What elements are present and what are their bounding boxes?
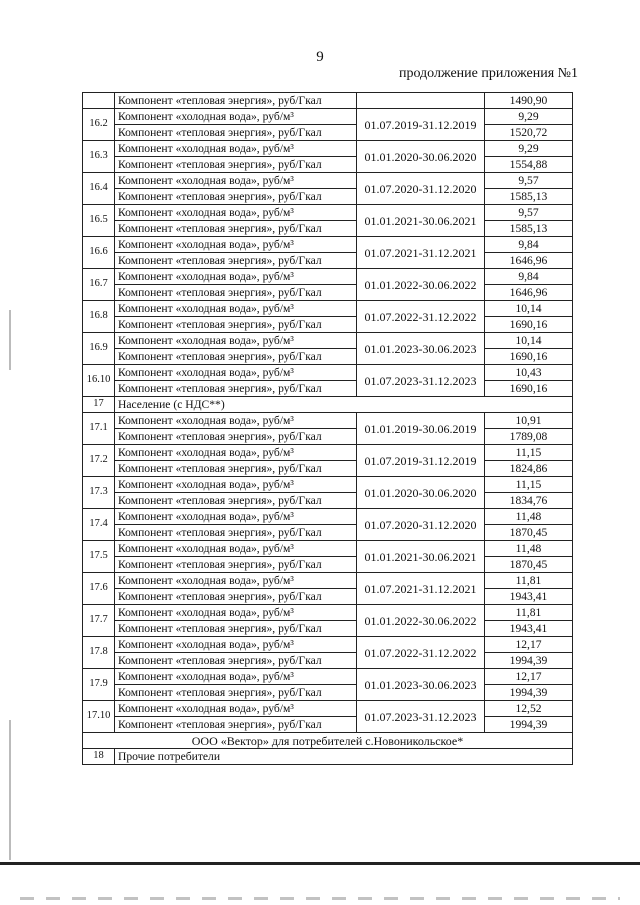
section-label: Население (с НДС**) [115, 397, 573, 413]
component-name: Компонент «тепловая энергия», руб/Гкал [115, 685, 357, 701]
page-number: 9 [316, 49, 324, 65]
section-label: Прочие потребители [115, 749, 573, 765]
row-number: 16.8 [83, 301, 115, 333]
component-name: Компонент «холодная вода», руб/м³ [115, 477, 357, 493]
table-row [83, 541, 573, 557]
table-row [83, 445, 573, 461]
section-row [83, 397, 573, 413]
table-row [83, 253, 573, 269]
section-number: 17 [83, 397, 115, 413]
table-row [83, 333, 573, 349]
table-row [83, 477, 573, 493]
table-row [83, 173, 573, 189]
component-name: Компонент «холодная вода», руб/м³ [115, 333, 357, 349]
tariff-value: 1824,86 [485, 461, 573, 477]
table-row [83, 157, 573, 173]
tariff-value: 10,91 [485, 413, 573, 429]
row-number: 16.2 [83, 109, 115, 141]
tariff-value: 1520,72 [485, 125, 573, 141]
banner-row [83, 733, 573, 749]
table-row [83, 637, 573, 653]
tariff-value: 1554,88 [485, 157, 573, 173]
table-row [83, 701, 573, 717]
period-cell: 01.07.2020-31.12.2020 [357, 509, 485, 541]
period-cell: 01.01.2023-30.06.2023 [357, 333, 485, 365]
tariff-value: 9,57 [485, 205, 573, 221]
component-name: Компонент «тепловая энергия», руб/Гкал [115, 717, 357, 733]
component-name: Компонент «тепловая энергия», руб/Гкал [115, 621, 357, 637]
component-name: Компонент «холодная вода», руб/м³ [115, 541, 357, 557]
tariff-value: 9,29 [485, 141, 573, 157]
tariff-value: 1994,39 [485, 717, 573, 733]
component-name: Компонент «холодная вода», руб/м³ [115, 109, 357, 125]
period-cell: 01.07.2023-31.12.2023 [357, 365, 485, 397]
component-name: Компонент «холодная вода», руб/м³ [115, 269, 357, 285]
tariff-value: 9,84 [485, 237, 573, 253]
table-row [83, 509, 573, 525]
period-cell: 01.01.2023-30.06.2023 [357, 669, 485, 701]
table-row [83, 221, 573, 237]
table-row [83, 429, 573, 445]
scan-margin-mark [9, 310, 11, 370]
tariff-value: 1646,96 [485, 253, 573, 269]
tariff-value: 11,15 [485, 445, 573, 461]
tariff-value: 1690,16 [485, 381, 573, 397]
tariff-value: 11,48 [485, 509, 573, 525]
component-name: Компонент «холодная вода», руб/м³ [115, 205, 357, 221]
table-row [83, 557, 573, 573]
tariff-value: 9,29 [485, 109, 573, 125]
period-cell: 01.01.2022-30.06.2022 [357, 269, 485, 301]
table-row [83, 589, 573, 605]
appendix-title: продолжение приложения №1 [398, 66, 578, 81]
row-number: 17.3 [83, 477, 115, 509]
section-number: 18 [83, 749, 115, 765]
row-number: 17.5 [83, 541, 115, 573]
period-cell: 01.01.2021-30.06.2021 [357, 205, 485, 237]
row-number: 17.4 [83, 509, 115, 541]
component-name: Компонент «тепловая энергия», руб/Гкал [115, 493, 357, 509]
row-number: 16.5 [83, 205, 115, 237]
row-number: 16.7 [83, 269, 115, 301]
component-name: Компонент «тепловая энергия», руб/Гкал [115, 221, 357, 237]
table-row [83, 365, 573, 381]
tariff-value: 11,81 [485, 605, 573, 621]
tariff-value: 1994,39 [485, 653, 573, 669]
tariff-value: 1690,16 [485, 317, 573, 333]
table-row [83, 653, 573, 669]
tariff-value: 10,43 [485, 365, 573, 381]
row-number: 17.9 [83, 669, 115, 701]
component-name: Компонент «тепловая энергия», руб/Гкал [115, 653, 357, 669]
row-number: 16.3 [83, 141, 115, 173]
row-number [83, 93, 115, 109]
tariff-value: 1994,39 [485, 685, 573, 701]
component-name: Компонент «тепловая энергия», руб/Гкал [115, 157, 357, 173]
row-number: 17.2 [83, 445, 115, 477]
table-row [83, 125, 573, 141]
tariff-value: 1943,41 [485, 589, 573, 605]
period-cell: 01.01.2019-30.06.2019 [357, 413, 485, 445]
row-number: 16.4 [83, 173, 115, 205]
tariff-value: 9,57 [485, 173, 573, 189]
table-row [83, 317, 573, 333]
table-row [83, 269, 573, 285]
component-name: Компонент «тепловая энергия», руб/Гкал [115, 349, 357, 365]
component-name: Компонент «холодная вода», руб/м³ [115, 365, 357, 381]
component-name: Компонент «холодная вода», руб/м³ [115, 445, 357, 461]
component-name: Компонент «тепловая энергия», руб/Гкал [115, 525, 357, 541]
component-name: Компонент «тепловая энергия», руб/Гкал [115, 317, 357, 333]
table-row [83, 413, 573, 429]
tariff-value: 1690,16 [485, 349, 573, 365]
table-row [83, 669, 573, 685]
period-cell: 01.01.2020-30.06.2020 [357, 141, 485, 173]
tariff-table-body [83, 93, 573, 765]
table-row [83, 685, 573, 701]
section-row [83, 749, 573, 765]
table-row [83, 93, 573, 109]
table-row [83, 109, 573, 125]
row-number: 17.6 [83, 573, 115, 605]
component-name: Компонент «холодная вода», руб/м³ [115, 173, 357, 189]
tariff-value: 11,48 [485, 541, 573, 557]
tariff-value: 9,84 [485, 269, 573, 285]
table-row [83, 493, 573, 509]
component-name: Компонент «холодная вода», руб/м³ [115, 573, 357, 589]
component-name: Компонент «холодная вода», руб/м³ [115, 509, 357, 525]
tariff-value: 1789,08 [485, 429, 573, 445]
period-cell: 01.07.2019-31.12.2019 [357, 445, 485, 477]
component-name: Компонент «тепловая энергия», руб/Гкал [115, 589, 357, 605]
tariff-value: 10,14 [485, 333, 573, 349]
tariff-value: 12,17 [485, 637, 573, 653]
period-cell: 01.01.2021-30.06.2021 [357, 541, 485, 573]
tariff-value: 1585,13 [485, 189, 573, 205]
period-cell: 01.07.2021-31.12.2021 [357, 237, 485, 269]
scan-margin-mark [9, 720, 11, 860]
period-cell: 01.07.2023-31.12.2023 [357, 701, 485, 733]
component-name: Компонент «холодная вода», руб/м³ [115, 237, 357, 253]
component-name: Компонент «холодная вода», руб/м³ [115, 701, 357, 717]
component-name: Компонент «тепловая энергия», руб/Гкал [115, 253, 357, 269]
row-number: 16.10 [83, 365, 115, 397]
period-cell: 01.07.2022-31.12.2022 [357, 301, 485, 333]
tariff-value: 11,15 [485, 477, 573, 493]
tariff-value: 11,81 [485, 573, 573, 589]
table-row [83, 141, 573, 157]
tariff-value: 1585,13 [485, 221, 573, 237]
component-name: Компонент «холодная вода», руб/м³ [115, 301, 357, 317]
table-row [83, 205, 573, 221]
tariff-value: 1870,45 [485, 557, 573, 573]
footer-rule [0, 862, 640, 865]
period-cell: 01.07.2019-31.12.2019 [357, 109, 485, 141]
tariff-value: 1943,41 [485, 621, 573, 637]
tariff-value: 12,52 [485, 701, 573, 717]
tariff-table [82, 92, 573, 765]
row-number: 16.6 [83, 237, 115, 269]
row-number: 17.7 [83, 605, 115, 637]
component-name: Компонент «тепловая энергия», руб/Гкал [115, 429, 357, 445]
component-name: Компонент «тепловая энергия», руб/Гкал [115, 93, 357, 109]
table-row [83, 189, 573, 205]
component-name: Компонент «холодная вода», руб/м³ [115, 413, 357, 429]
table-row [83, 621, 573, 637]
tariff-value: 10,14 [485, 301, 573, 317]
table-row [83, 573, 573, 589]
table-row [83, 301, 573, 317]
component-name: Компонент «холодная вода», руб/м³ [115, 605, 357, 621]
component-name: Компонент «холодная вода», руб/м³ [115, 637, 357, 653]
row-number: 17.10 [83, 701, 115, 733]
table-row [83, 285, 573, 301]
component-name: Компонент «тепловая энергия», руб/Гкал [115, 285, 357, 301]
tariff-value: 1834,76 [485, 493, 573, 509]
component-name: Компонент «тепловая энергия», руб/Гкал [115, 189, 357, 205]
period-cell: 01.01.2020-30.06.2020 [357, 477, 485, 509]
component-name: Компонент «тепловая энергия», руб/Гкал [115, 557, 357, 573]
tariff-value: 1490,90 [485, 93, 573, 109]
component-name: Компонент «тепловая энергия», руб/Гкал [115, 125, 357, 141]
component-name: Компонент «тепловая энергия», руб/Гкал [115, 381, 357, 397]
period-cell: 01.01.2022-30.06.2022 [357, 605, 485, 637]
table-row [83, 381, 573, 397]
component-name: Компонент «холодная вода», руб/м³ [115, 669, 357, 685]
component-name: Компонент «холодная вода», руб/м³ [115, 141, 357, 157]
period-cell: 01.07.2022-31.12.2022 [357, 637, 485, 669]
component-name: Компонент «тепловая энергия», руб/Гкал [115, 461, 357, 477]
supplier-banner: ООО «Вектор» для потребителей с.Новоникольское* [83, 733, 573, 749]
table-row [83, 237, 573, 253]
period-cell: 01.07.2020-31.12.2020 [357, 173, 485, 205]
scan-artifact [20, 897, 620, 900]
row-number: 17.8 [83, 637, 115, 669]
row-number: 17.1 [83, 413, 115, 445]
table-row [83, 717, 573, 733]
row-number: 16.9 [83, 333, 115, 365]
tariff-value: 1870,45 [485, 525, 573, 541]
table-row [83, 605, 573, 621]
period-cell [357, 93, 485, 109]
table-row [83, 461, 573, 477]
table-row [83, 349, 573, 365]
table-row [83, 525, 573, 541]
tariff-value: 1646,96 [485, 285, 573, 301]
tariff-value: 12,17 [485, 669, 573, 685]
period-cell: 01.07.2021-31.12.2021 [357, 573, 485, 605]
